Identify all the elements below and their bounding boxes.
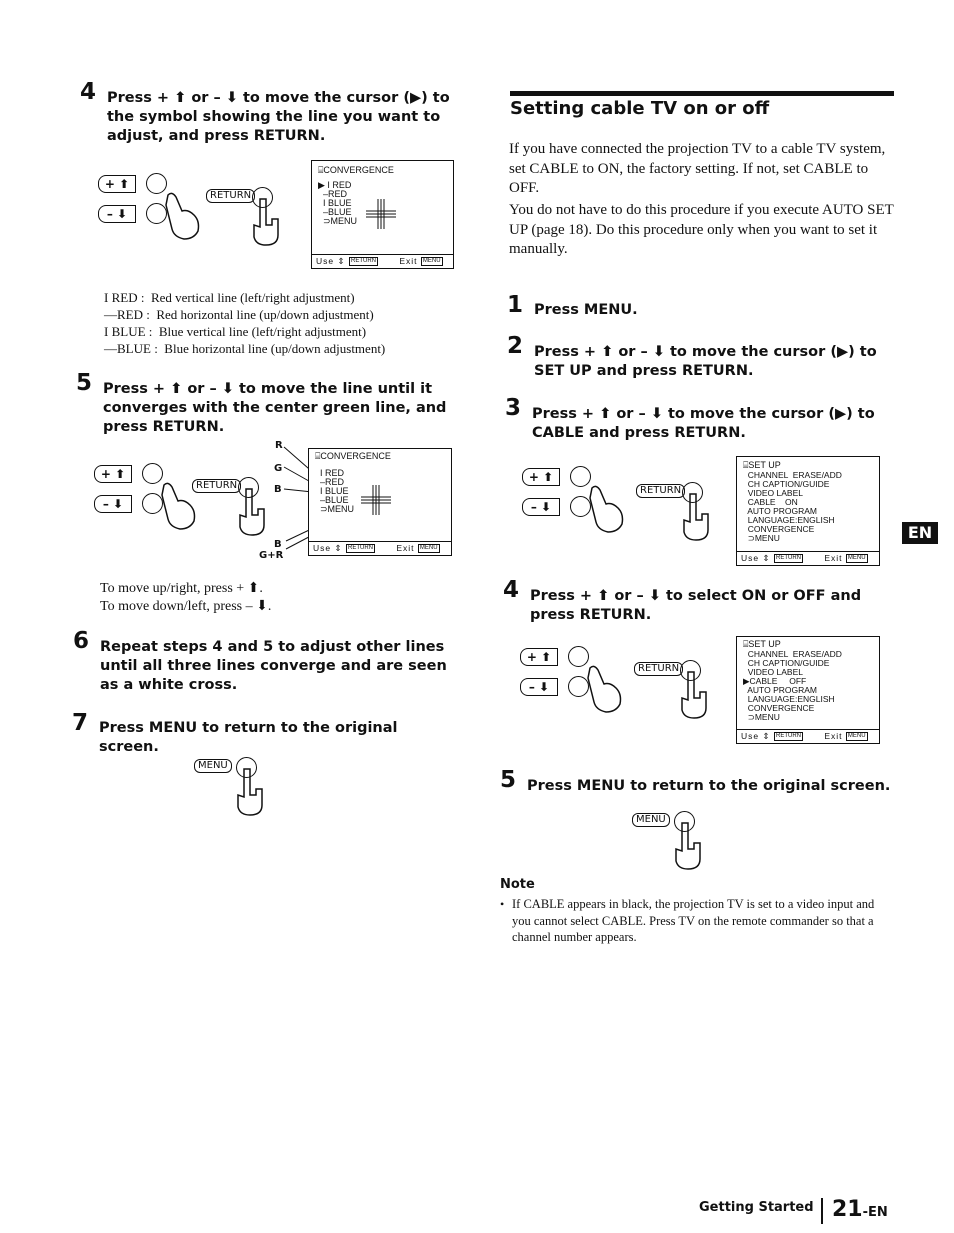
minus-button: – ⬇ — [520, 678, 558, 696]
menu-item: ▶ I RED — [318, 180, 352, 190]
menu-item: –BLUE — [318, 207, 352, 217]
step-text: Press MENU to return to the original screen. — [527, 778, 891, 794]
menu-item: CHANNEL ERASE/ADD — [743, 649, 842, 659]
note-title: Note — [500, 877, 535, 892]
remote-illustration — [632, 809, 722, 869]
menu-footer: Use ⇕ RETURN Exit MENU — [737, 729, 879, 743]
step-number: 5 — [76, 370, 93, 396]
finger-press-icon — [236, 487, 270, 537]
crosshair-icon — [361, 485, 391, 515]
step-text: Press + ⬆ or – ⬇ to move the cursor (▶) to CABLE and press RETURN. — [532, 406, 875, 441]
legend-item: —RED : Red horizontal line (up/down adjustment) — [104, 307, 374, 322]
plus-button: + ⬆ — [522, 468, 560, 486]
finger-press-icon — [678, 670, 712, 720]
plus-button: + ⬆ — [94, 465, 132, 483]
step-number: 4 — [80, 79, 97, 105]
menu-title: ⌸CONVERGENCE — [315, 451, 391, 461]
minus-button: – ⬇ — [522, 498, 560, 516]
menu-title: ⌸SET UP — [743, 639, 781, 649]
footer-divider — [821, 1198, 823, 1224]
footer-section: Getting Started — [699, 1200, 814, 1215]
menu-item: VIDEO LABEL — [743, 488, 803, 498]
remote-illustration — [520, 648, 720, 718]
pointing-hand-icon — [164, 191, 204, 241]
callout-label: G+R — [259, 550, 284, 561]
return-button: RETURN — [636, 484, 685, 498]
menu-title: ⌸CONVERGENCE — [318, 165, 394, 175]
remote-illustration — [94, 465, 284, 535]
menu-item: CONVERGENCE — [743, 703, 815, 713]
menu-item: I BLUE — [315, 486, 349, 496]
menu-item: CABLE ON — [743, 497, 798, 507]
plus-button: + ⬆ — [520, 648, 558, 666]
menu-item: CH CAPTION/GUIDE — [743, 658, 830, 668]
menu-footer: Use ⇕ RETURN Exit MENU — [309, 541, 451, 555]
instruction-text: To move down/left, press – ⬇. — [100, 599, 272, 614]
finger-press-icon — [234, 767, 268, 817]
minus-button: – ⬇ — [94, 495, 132, 513]
callout-label: G — [274, 463, 283, 474]
menu-item: –RED — [318, 189, 348, 199]
menu-item: AUTO PROGRAM — [743, 685, 817, 695]
setup-menu-screen — [736, 636, 880, 744]
step-number: 4 — [503, 577, 520, 603]
step-number: 5 — [500, 767, 517, 793]
return-button: RETURN — [634, 662, 683, 676]
menu-item: LANGUAGE:ENGLISH — [743, 515, 835, 525]
setup-menu-screen — [736, 456, 880, 566]
menu-item: VIDEO LABEL — [743, 667, 803, 677]
step-text: Press MENU. — [534, 302, 638, 318]
remote-illustration — [194, 755, 284, 815]
line-legend — [104, 289, 385, 357]
section-heading: Setting cable TV on or off — [510, 98, 770, 119]
convergence-menu-screen — [311, 160, 454, 269]
minus-button: – ⬇ — [98, 205, 136, 223]
step-number: 3 — [505, 395, 522, 421]
menu-item: CHANNEL ERASE/ADD — [743, 470, 842, 480]
note-bullet: • — [500, 897, 505, 911]
step-text: Repeat steps 4 and 5 to adjust other lines until all three lines converge and are seen as a white cross. — [100, 639, 447, 693]
paragraph: If you have connected the projection TV to a cable TV system, set CABLE to ON, the factory setting. If not, set CABLE to OFF. — [509, 141, 886, 196]
remote-illustration — [98, 175, 288, 245]
step-number: 7 — [72, 710, 89, 736]
crosshair-icon — [366, 199, 396, 229]
menu-footer: Use ⇕ RETURN Exit MENU — [312, 254, 453, 268]
callout-label: B — [274, 539, 282, 550]
legend-item: I RED : Red vertical line (left/right adjustment) — [104, 290, 355, 305]
menu-item: –RED — [315, 477, 345, 487]
note-text: If CABLE appears in black, the projection TV is set to a video input and you cannot select CABLE. Press TV on the remote commander so that a channel number appears. — [512, 897, 875, 944]
menu-button: MENU — [194, 759, 232, 773]
return-button: RETURN — [192, 479, 241, 493]
menu-item: CONVERGENCE — [743, 524, 815, 534]
pointing-hand-icon — [588, 484, 628, 534]
finger-press-icon — [672, 821, 706, 871]
callout-label: B — [274, 484, 282, 495]
legend-item: —BLUE : Blue horizontal line (up/down adjustment) — [104, 341, 386, 356]
menu-button: MENU — [632, 813, 670, 827]
step-text: Press + ⬆ or – ⬇ to move the line until it converges with the center green line, and press RETURN. — [103, 381, 447, 435]
step-number: 6 — [73, 628, 90, 654]
menu-item: ⊃MENU — [743, 533, 780, 543]
step-number: 1 — [507, 292, 524, 318]
menu-item: I RED — [315, 468, 345, 478]
step-number: 2 — [507, 333, 524, 359]
return-button: RETURN — [206, 189, 255, 203]
menu-footer: Use ⇕ RETURN Exit MENU — [737, 551, 879, 565]
menu-item: AUTO PROGRAM — [743, 506, 817, 516]
menu-item: LANGUAGE:ENGLISH — [743, 694, 835, 704]
paragraph: You do not have to do this procedure if you execute AUTO SET UP (page 18). Do this procedure only when you want to set it manually. — [509, 202, 894, 257]
instruction-text: To move up/right, press + ⬆. — [100, 581, 263, 596]
callout-label: R — [275, 440, 283, 451]
pointing-hand-icon — [586, 664, 626, 714]
language-tab: EN — [902, 522, 938, 544]
finger-press-icon — [250, 197, 284, 247]
legend-item: I BLUE : Blue vertical line (left/right adjustment) — [104, 324, 367, 339]
menu-item: ▶CABLE OFF — [743, 676, 807, 686]
step-text: Press MENU to return to the original screen. — [99, 720, 398, 755]
step-text: Press + ⬆ or – ⬇ to move the cursor (▶) to the symbol showing the line you want to adjust, and press RETURN. — [107, 90, 450, 144]
menu-item: ⊃MENU — [743, 712, 780, 722]
menu-item: CH CAPTION/GUIDE — [743, 479, 830, 489]
section-rule — [510, 91, 894, 96]
page-number: 21-EN — [832, 1197, 888, 1222]
finger-press-icon — [680, 492, 714, 542]
menu-item: I BLUE — [318, 198, 352, 208]
step-text: Press + ⬆ or – ⬇ to move the cursor (▶) to SET UP and press RETURN. — [534, 344, 877, 379]
menu-item: ⊃MENU — [318, 216, 358, 226]
remote-illustration — [522, 468, 722, 538]
plus-button: + ⬆ — [98, 175, 136, 193]
step-text: Press + ⬆ or – ⬇ to select ON or OFF and press RETURN. — [530, 588, 862, 623]
convergence-menu-screen — [308, 448, 452, 556]
menu-item: ⊃MENU — [315, 504, 355, 514]
menu-item: –BLUE — [315, 495, 349, 505]
menu-title: ⌸SET UP — [743, 460, 781, 470]
